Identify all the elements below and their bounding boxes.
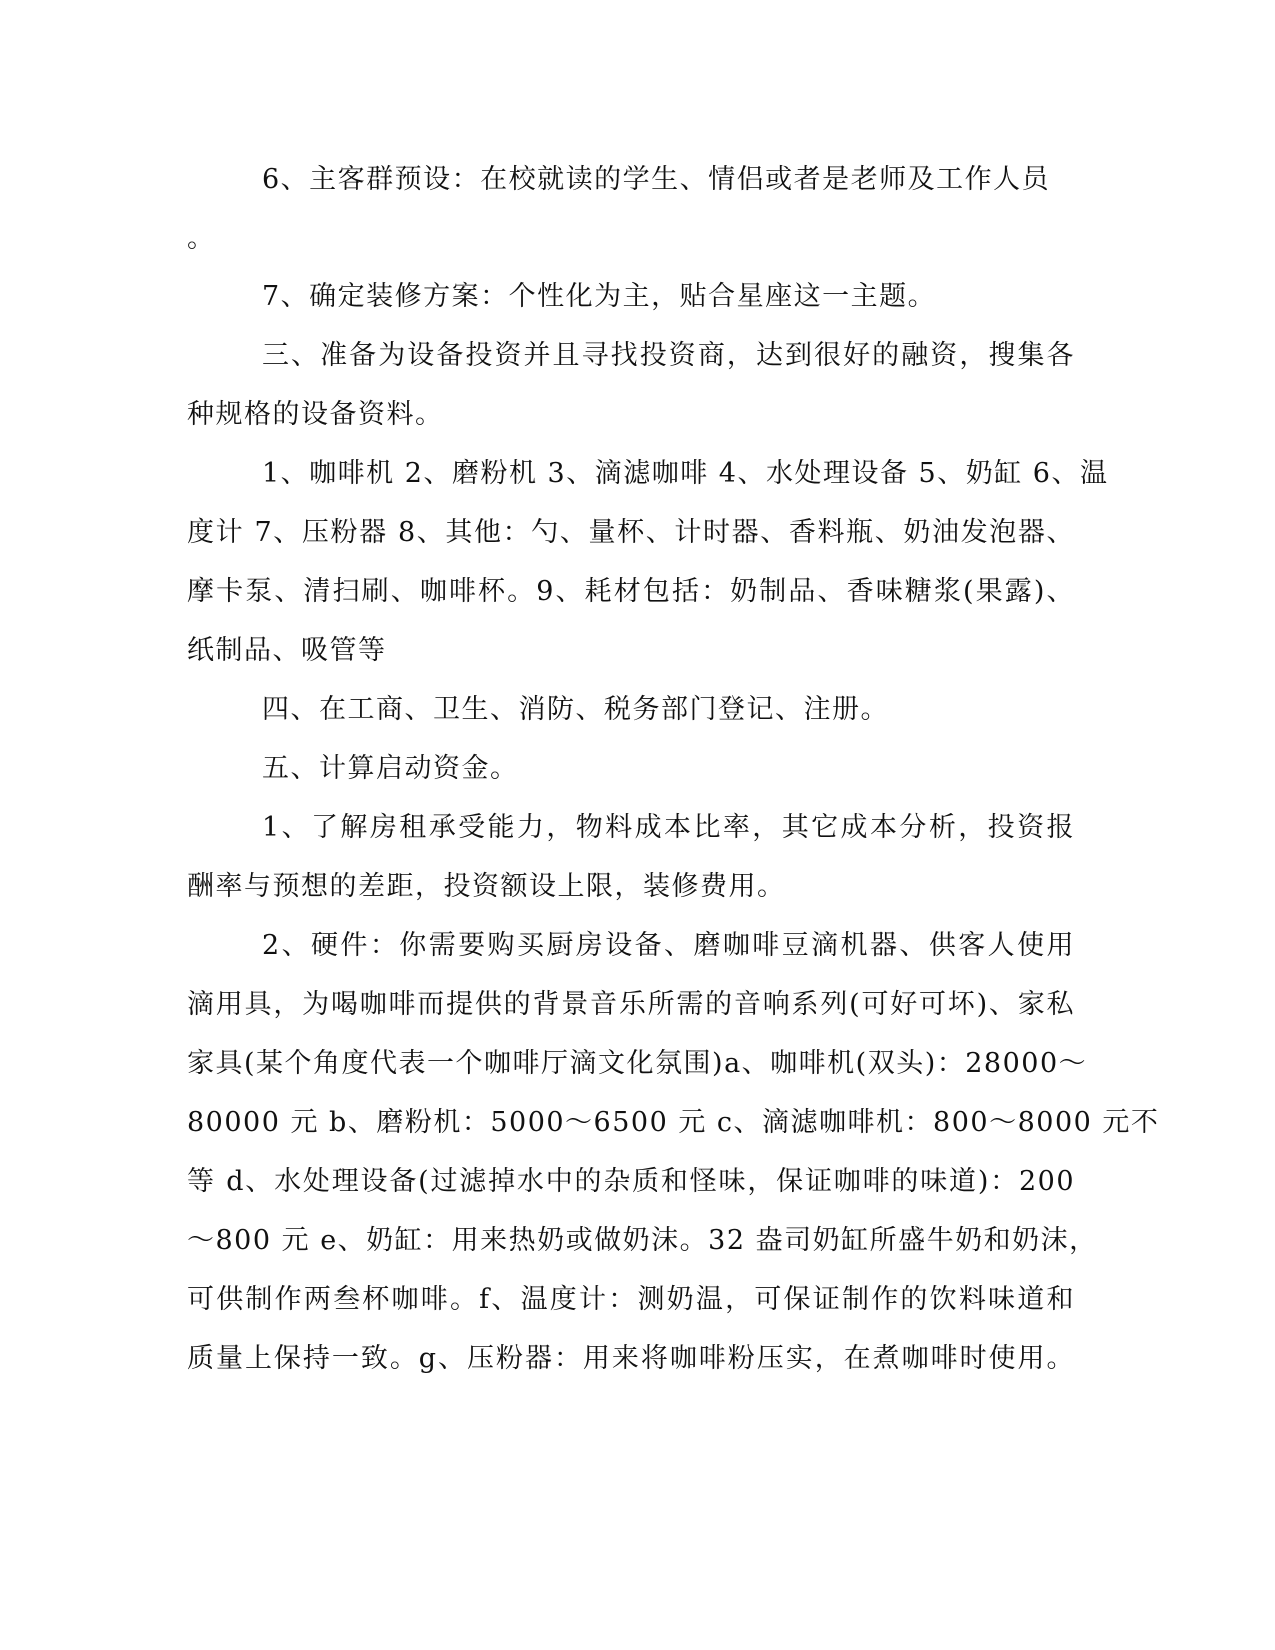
- paragraph-line: 1、了解房租承受能力，物料成本比率，其它成本分析，投资报: [262, 812, 1075, 843]
- paragraph-line: 酬率与预想的差距，投资额设上限，装修费用。: [187, 871, 786, 902]
- paragraph-line: 摩卡泵、清扫刷、咖啡杯。9、耗材包括：奶制品、香味糖浆(果露)、: [187, 576, 1075, 607]
- paragraph-line: 家具(某个角度代表一个咖啡厅滴文化氛围)a、咖啡机(双头)：28000～: [187, 1048, 1088, 1079]
- paragraph-line: 等 d、水处理设备(过滤掉水中的杂质和怪味，保证咖啡的味道)：200: [187, 1166, 1075, 1197]
- paragraph-line: 7、确定装修方案：个性化为主，贴合星座这一主题。: [262, 281, 937, 312]
- paragraph-line: 三、准备为设备投资并且寻找投资商，达到很好的融资，搜集各: [262, 340, 1075, 371]
- paragraph-line: 质量上保持一致。g、压粉器：用来将咖啡粉压实，在煮咖啡时使用。: [187, 1343, 1075, 1374]
- paragraph-line: 可供制作两叁杯咖啡。f、温度计：测奶温，可保证制作的饮料味道和: [187, 1284, 1075, 1315]
- paragraph-line: ～800 元 e、奶缸：用来热奶或做奶沫。32 盎司奶缸所盛牛奶和奶沫，: [187, 1225, 1098, 1256]
- paragraph-line: 6、主客群预设：在校就读的学生、情侣或者是老师及工作人员: [262, 164, 1051, 195]
- paragraph-line: 80000 元 b、磨粉机：5000～6500 元 c、滴滤咖啡机：800～8000 元不: [187, 1107, 1160, 1138]
- paragraph-line: 纸制品、吸管等: [187, 635, 387, 666]
- paragraph-line: 2、硬件：你需要购买厨房设备、磨咖啡豆滴机器、供客人使用: [262, 930, 1075, 961]
- paragraph-line: 五、计算启动资金。: [262, 753, 519, 784]
- paragraph-line: 滴用具，为喝咖啡而提供的背景音乐所需的音响系列(可好可坏)、家私: [187, 989, 1075, 1020]
- paragraph-line: 种规格的设备资料。: [187, 399, 444, 430]
- paragraph-line: 度计 7、压粉器 8、其他：勺、量杯、计时器、香料瓶、奶油发泡器、: [187, 517, 1075, 548]
- paragraph-line: 1、咖啡机 2、磨粉机 3、滴滤咖啡 4、水处理设备 5、奶缸 6、温: [262, 458, 1109, 489]
- paragraph-line: 。: [187, 223, 216, 254]
- paragraph-line: 四、在工商、卫生、消防、税务部门登记、注册。: [262, 694, 889, 725]
